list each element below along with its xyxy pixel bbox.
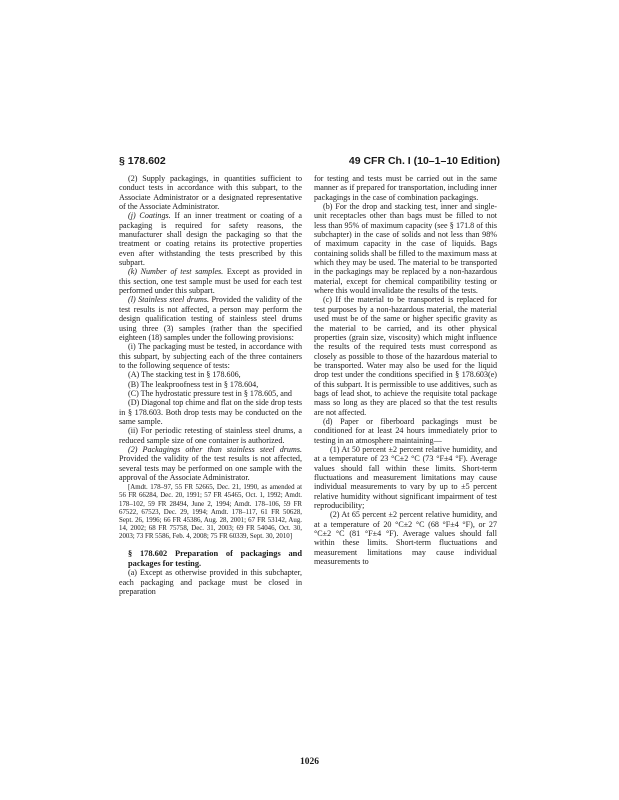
- paragraph: (ii) For periodic retesting of stainless steel drums, a reduced sample size of one container is authorized.: [119, 426, 302, 445]
- left-column: [119, 174, 302, 596]
- paragraph-text: Provided the validity of the test results is not affected, a person may perform the design qualification testing of stainless steel drums using three (3) samples (rather than the specified eighteen (18) samples under the following provisions:: [119, 295, 302, 342]
- paragraph: (A) The stacking test in § 178.606,: [128, 370, 241, 380]
- paragraph-heading: (k) Number of test samples.: [128, 267, 224, 277]
- paragraph: (c) If the material to be transported is replaced for test purposes by a non-hazardous material, the material used must be of the same or higher specific gravity as the material to be carried, and its other physical properties (grain size, viscosity) which might influence the results of the required tests must correspond as closely as possible to those of the hazardous material to be transported. Water may also be used for the liquid drop test under the conditions specified in § 178.603(e) of this subpart. It is permissible to use additives, such as bags of lead shot, to achieve the requisite total package mass so long as they are placed so that the test results are not affected.: [314, 295, 497, 417]
- paragraph: (2) At 65 percent ±2 percent relative humidity, and at a temperature of 20 °C±2 °C (68 °F±4 °F), or 27 °C±2 °C (81 °F±4 °F). Average values should fall within these limits. Short-term fluctuations and measurement limitations may cause individual measurements to: [314, 510, 497, 567]
- amendment-citation: [Amdt. 178–97, 55 FR 52665, Dec. 21, 1990, as amended at 56 FR 66284, Dec. 20, 1991; 57 FR 45465, Oct. 1, 1992; Amdt. 178–102, 59 FR 28494, June 2, 1994; Amdt. 178–106, 59 FR 67522, 67523, Dec. 29, 1994; Amdt. 178–117, 61 FR 50628, Sept. 26, 1996; 66 FR 45386, Aug. 28, 2001; 67 FR 53142, Aug. 14, 2002; 68 FR 75758, Dec. 31, 2003; 69 FR 54046, Oct. 30, 2003; 73 FR 5586, Feb. 4, 2008; 75 FR 60339, Sept. 30, 2010]: [119, 484, 302, 540]
- paragraph: (i) The packaging must be tested, in accordance with this subpart, by subjecting each of the three containers to the following sequence of tests:: [119, 342, 302, 370]
- paragraph-heading: (l) Stainless steel drums.: [128, 295, 210, 305]
- paragraph-text: If an inner treatment or coating of a packaging is required for safety reasons, the manufacturer shall design the packaging so that the treatment or coating retains its protective properties even after withstanding the tests prescribed by this subpart.: [119, 211, 302, 268]
- paragraph: (C) The hydrostatic pressure test in § 178.605, and: [128, 388, 292, 398]
- paragraph: (a) Except as otherwise provided in this subchapter, each packaging and package must be closed in preparation: [119, 568, 302, 596]
- paragraph: (2) Supply packagings, in quantities sufficient to conduct tests in accordance with this subpart, to the Associate Administrator or a designated representative of the Associate Administrator.: [119, 174, 302, 212]
- paragraph: (b) For the drop and stacking test, inner and single-unit receptacles other than bags must be filled to not less than 95% of maximum capacity (see § 171.8 of this subchapter) in the case of solids and not less than 98% of maximum capacity in the case of liquids. Bags containing solids shall be filled to the maximum mass at which they may be used. The material to be transported in the packagings may be replaced by a non-hazardous material, except for chemical compatibility testing or where this would invalidate the results of the tests.: [314, 202, 497, 296]
- paragraph-heading: (2) Packagings other than stainless steel drums.: [128, 444, 302, 454]
- paragraph: (D) Diagonal top chime and flat on the side drop tests in § 178.603. Both drop tests may be conducted on the same sample.: [119, 398, 302, 426]
- volume-header: 49 CFR Ch. I (10–1–10 Edition): [348, 155, 500, 167]
- paragraph: [119, 295, 302, 342]
- section-heading: [119, 549, 302, 568]
- paragraph: [119, 445, 302, 482]
- section-number: § 178.602: [128, 549, 168, 558]
- paragraph: (B) The leakproofness test in § 178.604,: [128, 379, 259, 389]
- section-title: Preparation of packagings and packages for testing.: [128, 549, 302, 568]
- paragraph-heading: (j) Coatings.: [128, 211, 171, 221]
- paragraph: (d) Paper or fiberboard packagings must be conditioned for at least 24 hours immediately prior to testing in an atmosphere maintaining—: [314, 416, 497, 445]
- paragraph-text: Provided the validity of the test results is not affected, several tests may be performed on one sample with the approval of the Associate Administrator.: [119, 454, 302, 482]
- paragraph: for testing and tests must be carried out in the same manner as if prepared for transportation, including inner packagings in the case of combination packagings.: [314, 174, 497, 202]
- page-number: 1026: [300, 757, 319, 767]
- paragraph-text: Except as provided in this section, one test sample must be used for each test performed under this subpart.: [119, 267, 303, 296]
- right-column: [314, 174, 497, 566]
- section-header: § 178.602: [119, 155, 166, 167]
- paragraph: [119, 211, 302, 267]
- paragraph: [119, 267, 302, 295]
- paragraph: (1) At 50 percent ±2 percent relative humidity, and at a temperature of 23 °C±2 °C (73 °F±4 °F). Average values should fall within these limits. Short-term fluctuations and measurement limitations may cause individual measurements to vary by up to ±5 percent relative humidity without significant impairment of test reproducibility;: [314, 444, 497, 511]
